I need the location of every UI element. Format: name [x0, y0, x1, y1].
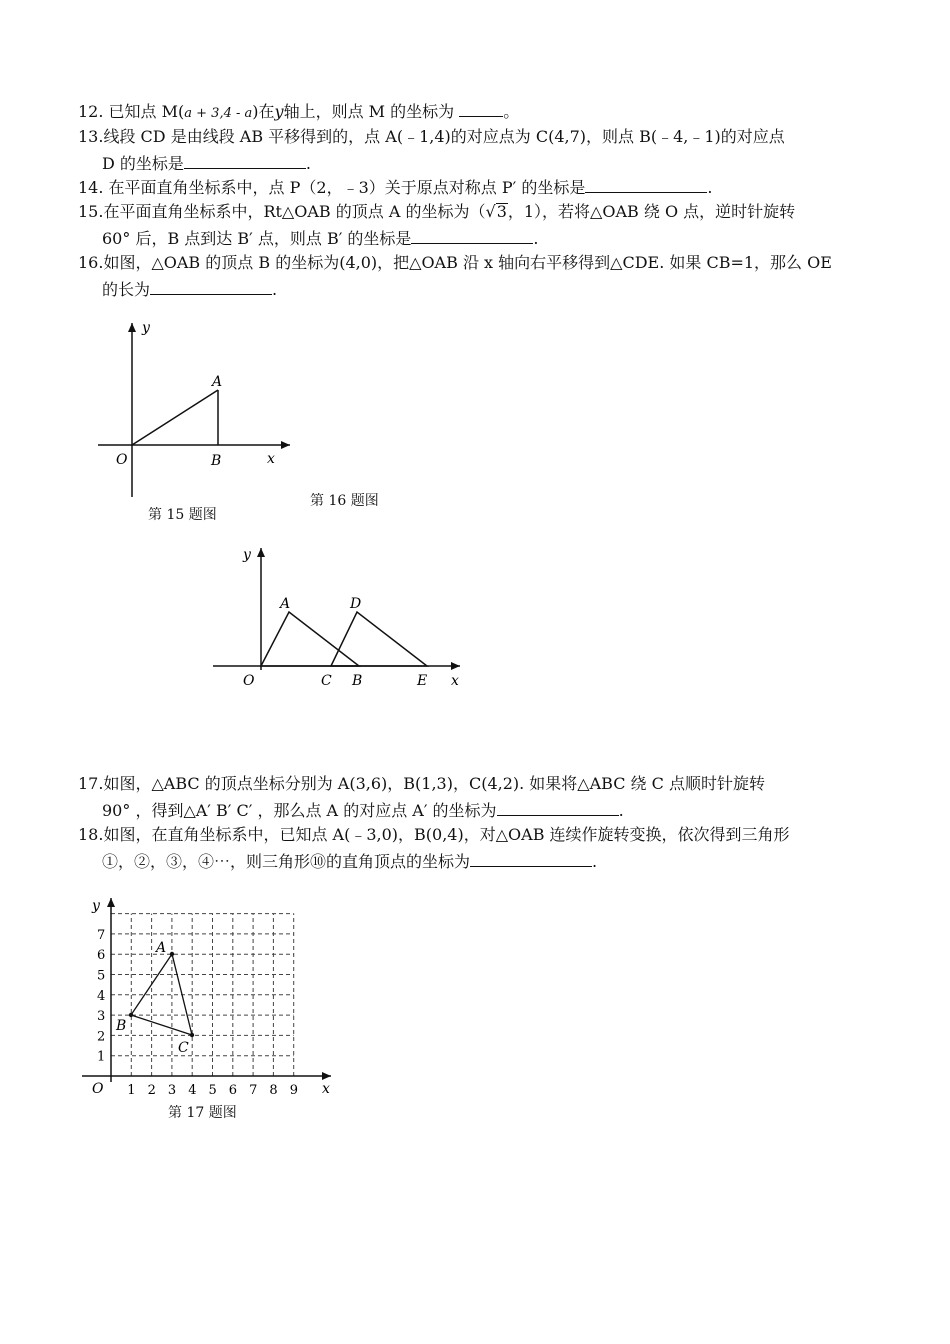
x-axis-label: x	[267, 451, 275, 467]
origin-label: O	[243, 673, 255, 689]
x-tick-label: 8	[269, 1083, 278, 1098]
y-tick-label: 2	[97, 1029, 106, 1045]
punctuation: .	[272, 280, 278, 299]
question-17	[78, 771, 898, 824]
question-15	[78, 199, 898, 252]
point-b-label: B	[116, 1018, 127, 1034]
y-tick-label: 4	[97, 988, 106, 1004]
y-axis-arrow	[107, 898, 115, 907]
sqrt-radicand: 3	[496, 202, 507, 221]
question-number: 18.	[78, 825, 104, 844]
x-tick-label: 6	[228, 1083, 238, 1098]
point-a-label: A	[280, 596, 291, 612]
punctuation: .	[305, 154, 312, 173]
y-tick-label: 5	[97, 968, 106, 984]
question-16	[78, 250, 898, 303]
origin-label: O	[92, 1081, 104, 1097]
answer-blank[interactable]	[411, 225, 533, 244]
point-d-label: D	[350, 596, 362, 612]
x-tick-label: 4	[188, 1083, 197, 1098]
y-tick-label: 6	[97, 948, 106, 964]
y-axis-arrow	[128, 323, 136, 332]
point-b	[129, 1013, 133, 1017]
question-text: 的长为	[102, 280, 151, 299]
figure-16-caption: 第 16 题图	[310, 493, 379, 509]
question-number: 15.	[78, 202, 104, 221]
point-a-label: A	[212, 374, 223, 390]
y-tick-label: 7	[97, 927, 106, 943]
sqrt-sign: √	[485, 202, 496, 221]
question-number: 16.	[78, 253, 104, 272]
punctuation: .	[592, 852, 598, 871]
x-axis-arrow	[322, 1072, 331, 1080]
question-number: 12.	[78, 102, 104, 121]
question-13	[78, 124, 898, 177]
x-tick-label: 3	[167, 1083, 177, 1098]
question-number: 14.	[78, 178, 104, 197]
point-a	[170, 952, 174, 956]
figure-16	[205, 540, 470, 700]
question-text: 轴上，则点 M 的坐标为	[283, 102, 455, 121]
point-c-label: C	[178, 1040, 189, 1056]
point-b-label: B	[352, 673, 363, 689]
y-axis-label: y	[142, 320, 150, 336]
question-text: 已知点 M(	[108, 102, 185, 121]
x-axis-arrow	[281, 441, 290, 449]
question-18	[78, 822, 898, 875]
question-text: 60° 后，B 点到达 B′ 点，则点 B′ 的坐标是	[102, 229, 412, 248]
question-text: 在平面直角坐标系中，点 P（2，﹣3）关于原点对称点 P′ 的坐标是	[108, 178, 586, 197]
punctuation: 。	[503, 102, 520, 121]
answer-blank[interactable]	[150, 276, 272, 295]
answer-blank[interactable]	[585, 174, 707, 193]
question-text: 线段 CD 是由线段 AB 平移得到的，点 A(﹣1,4)的对应点为 C(4,7)，则点 B(﹣4,﹣1)的对应点	[103, 127, 785, 146]
figure-17-caption: 第 17 题图	[168, 1105, 237, 1121]
point-e-label: E	[417, 673, 428, 689]
question-text: 如图，△ABC 的顶点坐标分别为 A(3,6)，B(1,3)，C(4,2). 如果将△ABC 绕 C 点顺时针旋转	[103, 774, 765, 793]
point-a-label: A	[156, 940, 167, 956]
point-c	[190, 1033, 194, 1037]
figure-15-caption: 第 15 题图	[148, 507, 217, 523]
punctuation: .	[618, 801, 624, 820]
point-c-label: C	[321, 673, 332, 689]
figure-15	[90, 315, 305, 505]
grid	[111, 914, 294, 1076]
y-axis-label: y	[92, 898, 100, 914]
x-tick-label: 1	[127, 1083, 136, 1098]
answer-blank[interactable]	[497, 797, 619, 816]
punctuation: .	[707, 178, 713, 197]
question-text: 如图，△OAB 的顶点 B 的坐标为(4,0)，把△OAB 沿 x 轴向右平移得到△CDE. 如果 CB=1，那么 OE	[103, 253, 832, 272]
x-axis-arrow	[451, 662, 460, 670]
question-text: )在	[252, 102, 275, 121]
x-tick-label: 5	[208, 1083, 217, 1098]
math-expression: a + 3,4 - a	[184, 106, 253, 121]
point-b-label: B	[211, 453, 222, 469]
answer-blank[interactable]	[184, 150, 306, 169]
question-text: ，1），若将△OAB 绕 O 点，逆时针旋转	[507, 202, 796, 221]
y-tick-label: 3	[97, 1009, 106, 1025]
x-tick-label: 7	[249, 1083, 258, 1098]
x-axis-label: x	[322, 1081, 330, 1097]
y-axis-label: y	[243, 547, 251, 563]
x-axis-label: x	[451, 673, 459, 689]
segment-oa	[132, 390, 218, 445]
triangle-cde	[331, 612, 427, 666]
punctuation: .	[533, 229, 539, 248]
question-number: 17.	[78, 774, 104, 793]
question-text: ①，②，③，④⋯，则三角形⑩的直角顶点的坐标为	[102, 852, 471, 871]
question-text: D 的坐标是	[102, 154, 184, 173]
question-12	[78, 98, 898, 127]
question-text: 如图，在直角坐标系中，已知点 A(﹣3,0)，B(0,4)，对△OAB 连续作旋转变换，依次得到三角形	[103, 825, 790, 844]
question-14	[78, 174, 898, 201]
answer-blank[interactable]	[470, 848, 592, 867]
axis-name: y	[274, 102, 284, 121]
y-axis-arrow	[257, 548, 265, 557]
question-text: 90° ，得到△A′ B′ C′ ，那么点 A 的对应点 A′ 的坐标为	[102, 801, 497, 820]
x-tick-label: 9	[289, 1083, 298, 1098]
y-tick-label: 1	[97, 1049, 106, 1065]
x-tick-label: 2	[147, 1083, 156, 1098]
question-number: 13.	[78, 127, 104, 146]
answer-blank[interactable]	[459, 98, 503, 117]
question-text: 在平面直角坐标系中，Rt△OAB 的顶点 A 的坐标为（	[103, 202, 486, 221]
figure-17	[76, 892, 341, 1104]
origin-label: O	[116, 452, 128, 468]
